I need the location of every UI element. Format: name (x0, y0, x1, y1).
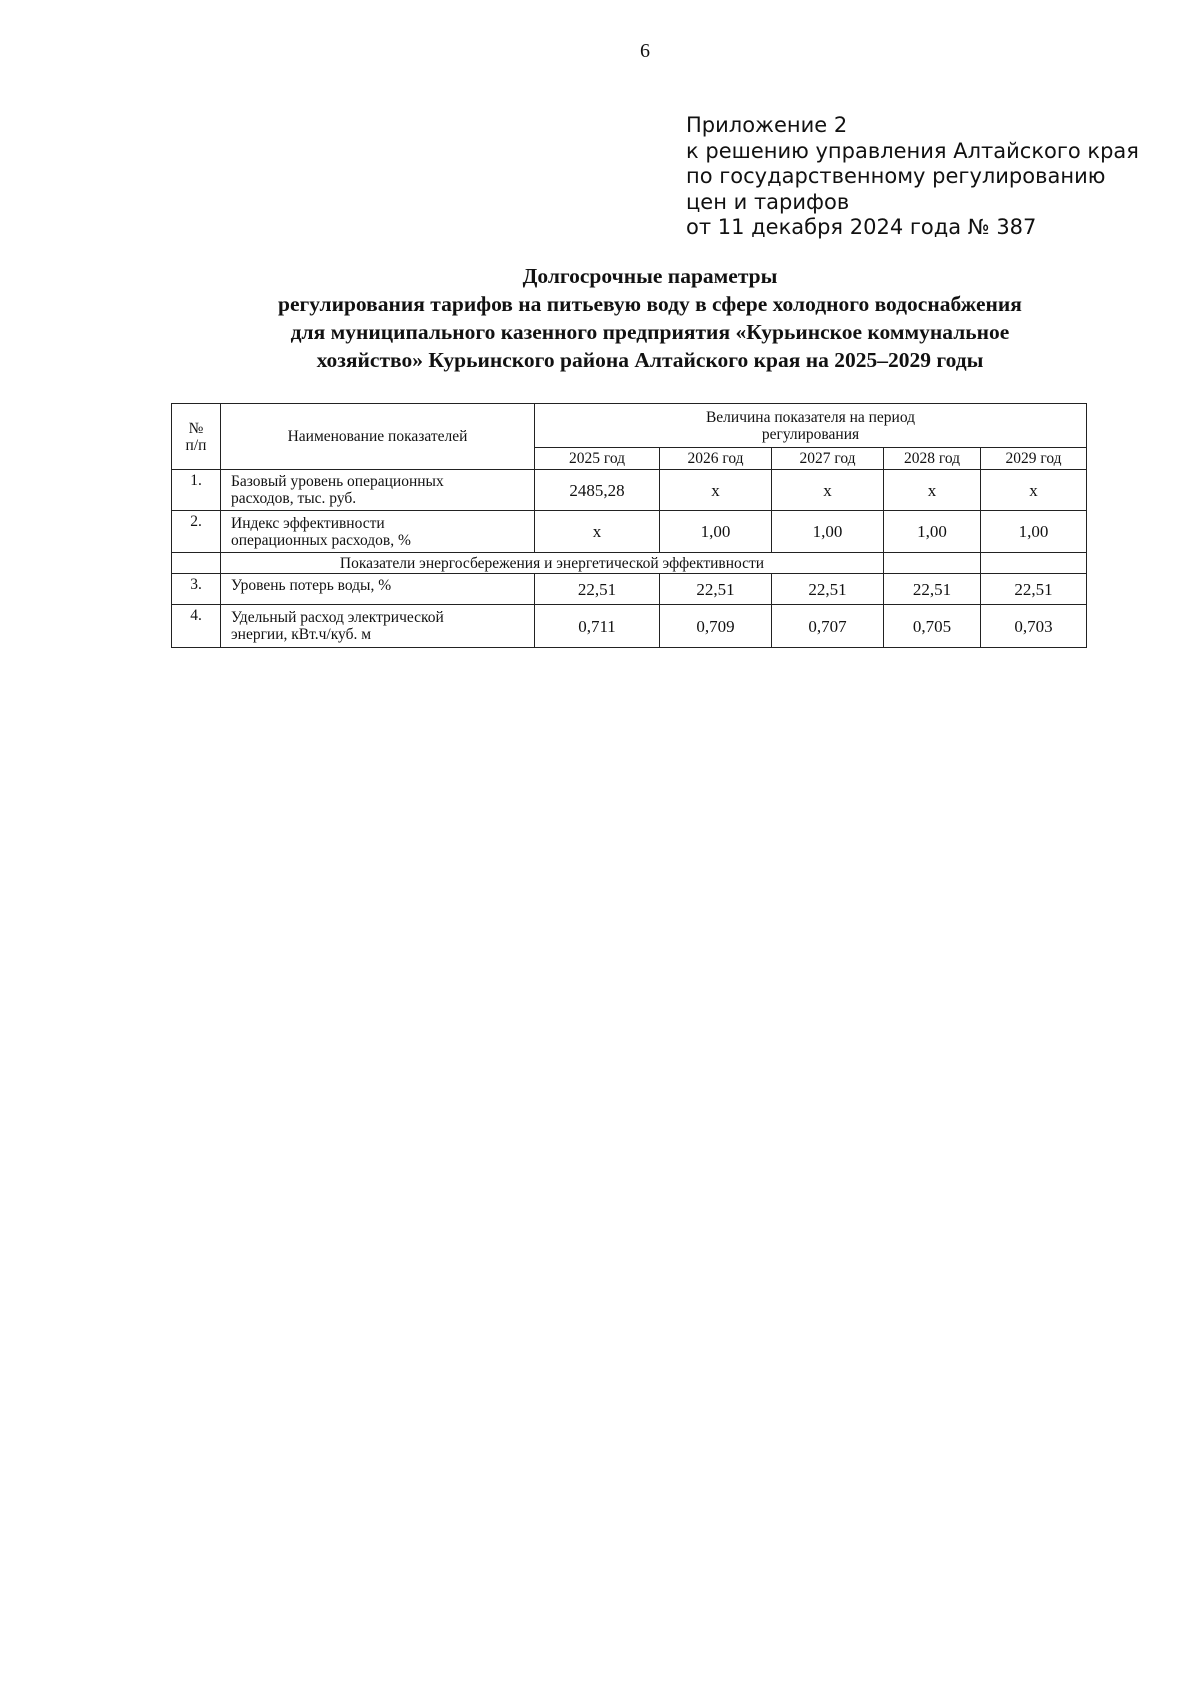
row-value: 1,00 (981, 511, 1087, 553)
row-name-line: операционных расходов, % (231, 531, 411, 549)
row-value: 1,00 (884, 511, 981, 553)
title-line: для муниципального казенного предприятия «Курьинское коммунальное (290, 320, 1010, 344)
row-value: 0,705 (884, 605, 981, 648)
page-number: 6 (640, 40, 650, 62)
table-row (172, 470, 1087, 511)
row-value: х (772, 470, 884, 511)
row-value: х (884, 470, 981, 511)
row-value: 22,51 (884, 574, 981, 605)
row-name-line: Индекс эффективности (231, 514, 385, 532)
appendix-block (686, 113, 1139, 241)
parameters-table (171, 403, 1087, 648)
year-header: 2026 год (660, 448, 772, 470)
row-name-line: расходов, тыс. руб. (231, 490, 357, 507)
row-value: х (981, 470, 1087, 511)
row-value: 1,00 (660, 511, 772, 553)
header-number-line1: № (188, 419, 204, 437)
appendix-line: к решению управления Алтайского края (686, 138, 1139, 163)
title-line: регулирования тарифов на питьевую воду в сфере холодного водоснабжения (278, 292, 1022, 316)
section-row (172, 553, 1087, 574)
table-row (172, 511, 1087, 553)
header-number (172, 404, 221, 470)
section-empty-cell (172, 553, 221, 574)
title-line: хозяйство» Курьинского района Алтайского края на 2025–2029 годы (316, 348, 984, 372)
row-value: 0,703 (981, 605, 1087, 648)
appendix-line: Приложение 2 (686, 113, 848, 137)
table-header-row (172, 404, 1087, 448)
section-empty-cell (884, 553, 981, 574)
table-row (172, 605, 1087, 648)
title-line: Долгосрочные параметры (522, 264, 778, 288)
row-name (221, 511, 535, 553)
appendix-line: цен и тарифов (686, 189, 850, 214)
table-row (172, 574, 1087, 605)
row-number: 2. (172, 511, 221, 553)
year-header: 2029 год (981, 448, 1087, 470)
row-value: 2485,28 (535, 470, 660, 511)
year-header: 2025 год (535, 448, 660, 470)
year-header: 2027 год (772, 448, 884, 470)
row-name (221, 605, 535, 648)
year-header: 2028 год (884, 448, 981, 470)
header-name: Наименование показателей (221, 404, 535, 470)
row-value: 22,51 (535, 574, 660, 605)
appendix-line: от 11 декабря 2024 года № 387 (686, 215, 1037, 239)
header-period-line1: Величина показателя на период (705, 408, 916, 426)
document-title (200, 262, 1100, 374)
row-value: 0,707 (772, 605, 884, 648)
row-value: 22,51 (772, 574, 884, 605)
row-value: 1,00 (772, 511, 884, 553)
row-value: х (535, 511, 660, 553)
section-empty-cell (981, 553, 1087, 574)
row-value: 0,709 (660, 605, 772, 648)
appendix-line: по государственному регулированию (686, 164, 1106, 188)
header-period-line2: регулирования (761, 425, 860, 443)
row-name-line: Базовый уровень операционных (231, 473, 444, 490)
row-name (221, 574, 535, 605)
row-name (221, 470, 535, 511)
row-value: х (660, 470, 772, 511)
header-period (535, 404, 1087, 448)
row-name-line: Удельный расход электрической (231, 609, 444, 626)
row-number: 1. (172, 470, 221, 511)
row-value: 22,51 (981, 574, 1087, 605)
row-value: 22,51 (660, 574, 772, 605)
header-number-line2: п/п (185, 436, 207, 454)
row-name-line: Уровень потерь воды, % (231, 577, 392, 594)
row-name-line: энергии, кВт.ч/куб. м (231, 626, 372, 643)
row-value: 0,711 (535, 605, 660, 648)
section-label: Показатели энергосбережения и энергетической эффективности (221, 553, 884, 574)
row-number: 3. (172, 574, 221, 605)
row-number: 4. (172, 605, 221, 648)
